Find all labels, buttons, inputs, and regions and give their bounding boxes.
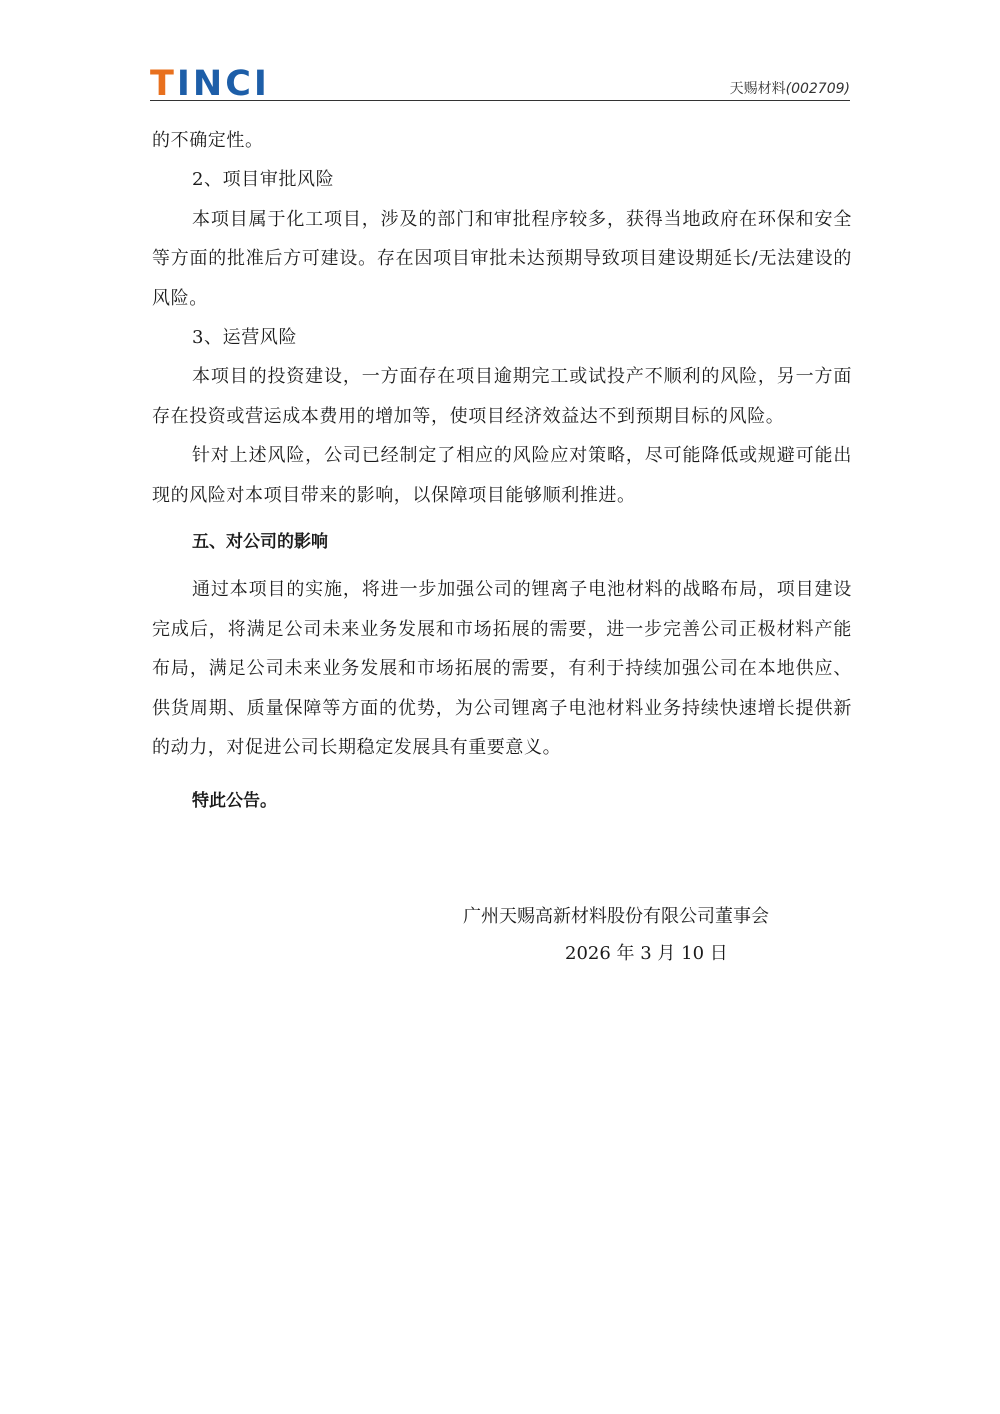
section-5-heading: 五、对公司的影响 — [192, 532, 328, 553]
section-2-text: 本项目属于化工项目，涉及的部门和审批程序较多，获得当地政府在环保和安全等方面的批准后方可建设。存在因项目审批未达预期导致项目建设期延长/无法建设的风险。 — [152, 208, 852, 309]
signature-date: 2026 年 3 月 10 日 — [565, 943, 728, 964]
closing-statement: 特此公告。 — [192, 790, 277, 811]
header-company-code — [730, 80, 850, 98]
section-2-title: 2、项目审批风险 — [192, 169, 335, 191]
logo-letters: INCI — [176, 64, 270, 104]
signature-block — [463, 898, 823, 972]
section-5-text: 通过本项目的实施，将进一步加强公司的锂离子电池材料的战略布局，项目建设完成后，将满足公司未来业务发展和市场拓展的需要，进一步完善公司正极材料产能布局，满足公司未来业务发展和市场拓展的需要，有利于持续加强公司在本地供应、供货周期、质量保障等方面的优势，为公司锂离子电池材料业务持续快速增长提供新的动力，对促进公司长期稳定发展具有重要意义。 — [152, 579, 852, 759]
company-logo — [150, 64, 270, 104]
section-3-title: 3、运营风险 — [192, 327, 298, 349]
spacer — [152, 515, 852, 523]
section-3-text: 本项目的投资建设，一方面存在项目逾期完工或试投产不顺利的风险，另一方面存在投资或营运成本费用的增加等，使项目经济效益达不到预期目标的风险。 — [152, 366, 852, 427]
signature-organization: 广州天赐高新材料股份有限公司董事会 — [463, 906, 769, 927]
company-short-name: 天赐材料 — [729, 81, 786, 97]
mitigation-paragraph: 针对上述风险，公司已经制定了相应的风险应对策略，尽可能降低或规避可能出现的风险对本项目带来的影响，以保障项目能够顺利推进。 — [152, 445, 852, 506]
logo-letter-t: T — [150, 64, 177, 104]
spacer — [152, 562, 852, 570]
document-body — [152, 121, 852, 821]
stock-code: (002709) — [785, 81, 850, 97]
continued-paragraph: 的不确定性。 — [152, 130, 264, 151]
header-divider — [150, 100, 850, 101]
spacer — [152, 768, 852, 782]
